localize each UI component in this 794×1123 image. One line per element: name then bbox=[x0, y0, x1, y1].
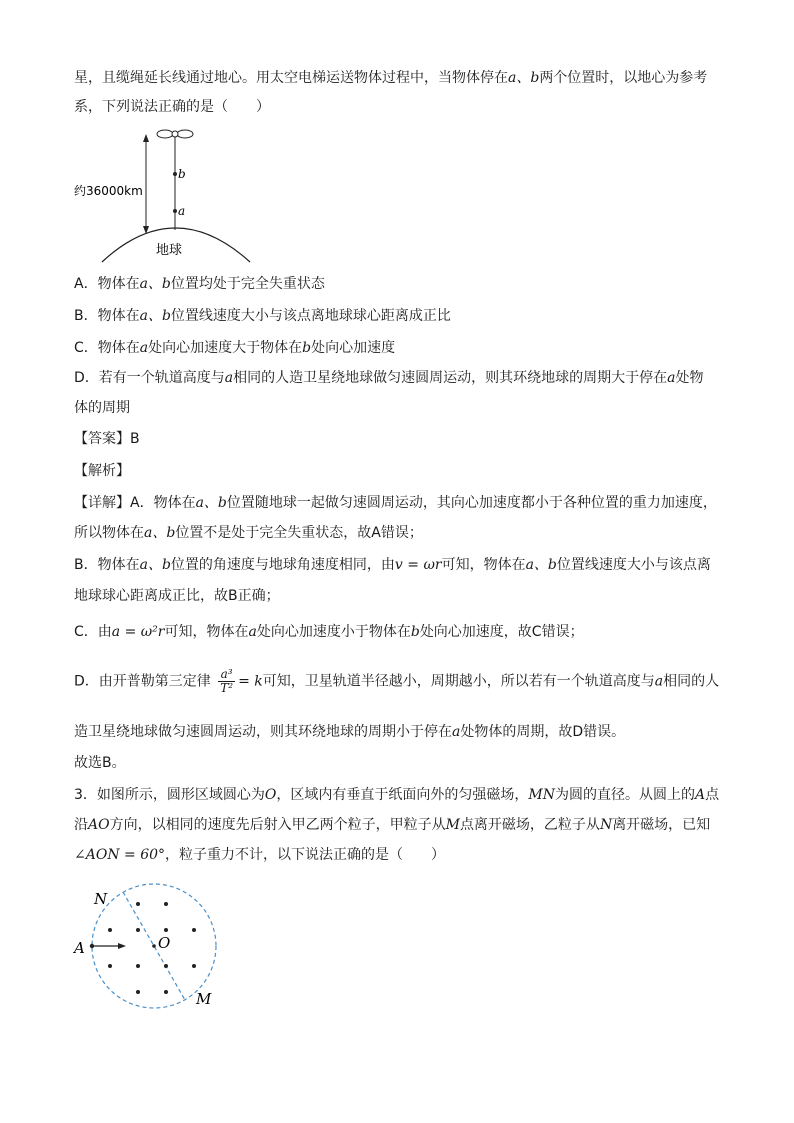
option-c bbox=[74, 338, 395, 358]
field-dot bbox=[164, 964, 168, 968]
text: A．物体在 bbox=[74, 276, 140, 292]
detail-b-line-2 bbox=[74, 586, 280, 606]
option-d bbox=[74, 368, 704, 388]
option-a bbox=[74, 274, 325, 294]
text: 造卫星绕地球做匀速圆周运动，则其环绕地球的周期小于停在 bbox=[74, 724, 452, 740]
text: 位置线速度大小与该点离地球球心距离成正比 bbox=[170, 308, 451, 324]
point-b-label: b bbox=[178, 167, 186, 181]
symbol-ab: a、b bbox=[139, 276, 171, 292]
text: 点 bbox=[705, 787, 720, 803]
answer-line bbox=[74, 429, 140, 449]
text: 为圆的直径。从圆上的 bbox=[555, 787, 695, 803]
answer: 【答案】B bbox=[74, 431, 140, 447]
detail-a-line-2 bbox=[74, 523, 423, 543]
label-m: M bbox=[196, 990, 212, 1008]
earth-label: 地球 bbox=[156, 243, 183, 258]
point-a-dot bbox=[90, 944, 94, 948]
field-dot bbox=[164, 902, 168, 906]
text: 相同的人造卫星绕地球做匀速圆周运动，则其环绕地球的周期大于停在 bbox=[233, 370, 668, 386]
field-dots bbox=[108, 902, 196, 994]
symbol-a: a bbox=[139, 340, 149, 356]
symbol-a: a bbox=[248, 624, 257, 640]
field-dot bbox=[192, 928, 196, 932]
text: 星，且缆绳延长线通过地心。用太空电梯运送物体过程中，当物体停在 bbox=[74, 70, 508, 86]
detail-d-line-1 bbox=[74, 668, 719, 695]
fraction-numerator: a³ bbox=[218, 668, 235, 682]
symbol-a: a bbox=[654, 673, 664, 690]
distance-label: 约36000km bbox=[74, 184, 143, 198]
text: 处向心加速度，故C错误； bbox=[419, 624, 584, 640]
detail-d-line-2 bbox=[74, 722, 625, 742]
text: 处物 bbox=[675, 370, 704, 386]
symbol-mn: MN bbox=[528, 787, 555, 803]
text: 处物体的周期，故D错误。 bbox=[460, 724, 626, 740]
q2-stem-line-2 bbox=[74, 97, 270, 117]
option-d-line-2 bbox=[74, 398, 130, 418]
text: 可知，物体在 bbox=[164, 624, 249, 640]
text: 点离开磁场，乙粒子从 bbox=[459, 817, 600, 833]
field-dot bbox=[136, 964, 140, 968]
kepler-fraction bbox=[218, 668, 235, 695]
text: C．由 bbox=[74, 624, 112, 640]
symbol-ab: a、b bbox=[139, 557, 171, 573]
field-dot bbox=[136, 990, 140, 994]
symbol-ab: a、b bbox=[144, 525, 176, 541]
center-dot bbox=[152, 944, 156, 948]
field-dot bbox=[108, 928, 112, 932]
text: 沿 bbox=[74, 817, 88, 833]
q3-line-3 bbox=[74, 845, 445, 865]
symbol-a: a bbox=[452, 724, 461, 740]
field-dot bbox=[164, 928, 168, 932]
text: 3．如图所示，圆形区域圆心为 bbox=[74, 787, 265, 803]
field-dot bbox=[164, 990, 168, 994]
text: 所以物体在 bbox=[74, 525, 144, 541]
analysis-title bbox=[74, 461, 130, 481]
symbol-a: a bbox=[667, 370, 676, 386]
label-a: A bbox=[74, 939, 85, 957]
text: 处向心加速度大于物体在 bbox=[148, 340, 303, 356]
text: D．由开普勒第三定律 bbox=[74, 673, 211, 690]
symbol-ab: a、b bbox=[508, 70, 540, 86]
detail-b-line-1 bbox=[74, 555, 711, 575]
symbol-a-point: A bbox=[695, 787, 706, 803]
detail-c-line bbox=[74, 622, 584, 642]
text: 可知，物体在 bbox=[441, 557, 526, 573]
point-b-dot bbox=[173, 172, 177, 176]
text: 离开磁场，已知 bbox=[612, 817, 711, 833]
text: 位置线速度大小与该点离 bbox=[556, 557, 711, 573]
symbol-b: b bbox=[302, 340, 312, 356]
text: B．物体在 bbox=[74, 557, 140, 573]
space-elevator-figure bbox=[70, 124, 270, 264]
fraction-rhs: = k bbox=[238, 673, 263, 690]
text: 可知，卫星轨道半径越小，周期越小，所以若有一个轨道高度与 bbox=[262, 673, 655, 690]
detail-a-line-1 bbox=[74, 493, 717, 513]
text: C．物体在 bbox=[74, 340, 140, 356]
text: D．若有一个轨道高度与 bbox=[74, 370, 225, 386]
text: 位置随地球一起做匀速圆周运动，其向心加速度都小于各种位置的重力加速度， bbox=[226, 495, 717, 511]
symbol-b: b bbox=[410, 624, 420, 640]
symbol-m: M bbox=[445, 817, 460, 833]
text: 两个位置时，以地心为参考 bbox=[539, 70, 708, 86]
velocity-arrow-head bbox=[118, 943, 126, 949]
point-a-label: a bbox=[178, 204, 186, 218]
fraction-denominator: T² bbox=[220, 681, 234, 695]
text: 处向心加速度 bbox=[311, 340, 396, 356]
field-dot bbox=[136, 928, 140, 932]
symbol-ab: a、b bbox=[195, 495, 227, 511]
label-o: O bbox=[158, 934, 171, 952]
symbol-n: N bbox=[599, 817, 613, 833]
text: 处向心加速度小于物体在 bbox=[256, 624, 411, 640]
text: ，粒子重力不计，以下说法正确的是（ ） bbox=[165, 847, 446, 863]
text: 【详解】A．物体在 bbox=[74, 495, 196, 511]
symbol-ab: a、b bbox=[525, 557, 557, 573]
q3-line-2 bbox=[74, 815, 710, 835]
field-dot bbox=[108, 964, 112, 968]
text: 位置不是处于完全失重状态，故A错误； bbox=[175, 525, 423, 541]
text: 系，下列说法正确的是（ ） bbox=[74, 99, 270, 115]
text: 体的周期 bbox=[74, 400, 130, 416]
text: 相同的人 bbox=[663, 673, 720, 690]
symbol-a: a bbox=[224, 370, 234, 386]
magnetic-field-figure bbox=[70, 878, 230, 1014]
text: ，区域内有垂直于纸面向外的匀强磁场， bbox=[276, 787, 529, 803]
text: 位置的角速度与地球角速度相同，由 bbox=[170, 557, 395, 573]
satellite-panel-left bbox=[157, 130, 173, 138]
formula-v: v = ωr bbox=[394, 557, 442, 573]
q3-line-1 bbox=[74, 785, 719, 805]
field-dot bbox=[192, 964, 196, 968]
satellite-body bbox=[172, 131, 178, 137]
symbol-ab: a、b bbox=[139, 308, 171, 324]
label-n: N bbox=[94, 890, 108, 908]
text: 位置均处于完全失重状态 bbox=[170, 276, 325, 292]
text: 地球球心距离成正比，故B正确； bbox=[74, 588, 280, 604]
choose-line bbox=[74, 753, 126, 773]
satellite-panel-right bbox=[177, 130, 193, 138]
symbol-o: O bbox=[264, 787, 277, 803]
formula-a: a = ω²r bbox=[111, 624, 165, 640]
analysis-heading: 【解析】 bbox=[74, 463, 130, 479]
field-dot bbox=[136, 902, 140, 906]
point-a-dot bbox=[173, 209, 177, 213]
text: 故选B。 bbox=[74, 755, 126, 771]
option-b bbox=[74, 306, 451, 326]
angle-aon: ∠AON = 60° bbox=[74, 847, 166, 863]
text: B．物体在 bbox=[74, 308, 140, 324]
q2-stem-line-1 bbox=[74, 68, 707, 88]
symbol-ao: AO bbox=[88, 817, 110, 833]
text: 方向，以相同的速度先后射入甲乙两个粒子，甲粒子从 bbox=[109, 817, 446, 833]
arrow-head-up bbox=[143, 134, 149, 142]
